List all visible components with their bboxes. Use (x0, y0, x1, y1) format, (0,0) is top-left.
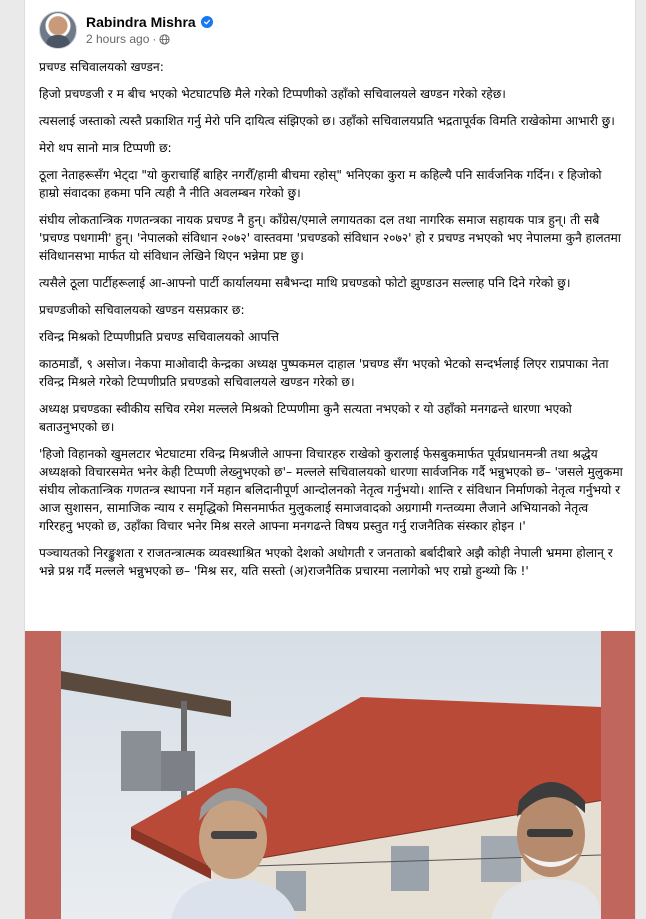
post-header (39, 10, 213, 50)
post-paragraph: अध्यक्ष प्रचण्डका स्वीकीय सचिव रमेश मल्लले मिश्रको टिप्पणीमा कुनै सत्यता नभएको र यो उहाँको मनगढन्ते धारणा भएको बताउनुभएको छ। (39, 402, 572, 434)
author-row (86, 14, 213, 30)
post-paragraph: संघीय लोकतान्त्रिक गणतन्त्रका नायक प्रचण्ड नै हुन्। काँग्रेस/एमाले लगायतका दल तथा नागरिक समाज सहायक पात्र हुन्। ती सबै 'प्रचण्ड पधगामी' हुन्। 'नेपालको संविधान २०७२' वास्तवमा 'प्रचण्डको संविधान २०७२' हो र प्रचण्ड नभएको भए नेपालमा कुनै हालतमा संविधानसभा मार्फत यो संविधान लेखिने थिएन भन्नेमा प्रष्ट छु। (39, 213, 621, 263)
post-paragraph: प्रचण्ड सचिवालयको खण्डन: (39, 60, 164, 74)
post-photo-frame (25, 631, 636, 919)
globe-icon[interactable] (159, 34, 170, 45)
post-paragraph: रविन्द्र मिश्रको टिप्पणीप्रति प्रचण्ड सचिवालयको आपत्ति (39, 330, 279, 344)
post-text (39, 58, 625, 589)
post-paragraph: पञ्चायतको निरङ्कुशता र राजतन्त्रात्मक व्यवस्थाश्रित भएको देशको अधोगती र जनताको बर्बादीबारे अझै कोही नेपाली भ्रममा होलान् र भन्ने प्रश्न गर्दै मल्लले भन्नुभएको छ– 'मिश्र सर, यति सस्तो (अ)राजनैतिक प्रचारमा नलागेको भए राम्रो हुन्थ्यो कि !' (39, 546, 613, 578)
post-paragraph: त्यसलाई जस्ताको त्यस्तै प्रकाशित गर्नु मेरो पनि दायित्व संझिएको छ। उहाँको सचिवालयप्रति भद्रतापूर्वक विमति राखेकोमा आभारी छु। (39, 114, 615, 128)
post-paragraph: मेरो थप सानो मात्र टिप्पणी छ: (39, 141, 172, 155)
meta-separator: · (152, 32, 157, 46)
post-paragraph: 'हिजो विहानको खुमलटार भेटघाटमा रविन्द्र मिश्रजीले आफ्ना विचारहरु राखेको कुरालाई फेसबुकमार्फत पूर्वप्रधानमन्त्री तथा श्रद्धेय अध्यक्षको विचारसमेत भनेर केही टिप्पणी लेख्नुभएको छ'– मल्लले सचिवालयको धारणा सार्वजनिक गर्दै भन्नुभएको छ– 'जसले मुलुकमा संघीय लोकतान्त्रिक गणतन्त्र स्थापना गर्ने महान बलिदानीपूर्ण आन्दोलनको नेतृत्व गर्नुभयो। शान्ति र संविधान निर्माणको नेतृत्व गर्नुभयो र आज सुशासन, सामाजिक न्याय र समृद्धिको मिसनमार्फत मुलुकलाई समाजवादको अग्रगामी गन्तव्यमा लैजाने अभियानको नेतृत्व गरिरहनु भएको छ, उहाँका विचार भनेर मिश्र सरले आफ्ना मनगढन्ते विषय प्रस्तुत गर्नु राजनैतिक संस्कार होइन ।' (39, 447, 623, 533)
author-name[interactable]: Rabindra Mishra (86, 14, 196, 30)
post-paragraph: त्यसैले ठूला पार्टीहरूलाई आ-आफ्नो पार्टी कार्यालयमा सबैभन्दा माथि प्रचण्डको फोटो झुण्डाउन सल्लाह पनि दिने गरेको छु। (39, 276, 571, 290)
post-paragraph: काठमाडौं, ९ असोज। नेकपा माओवादी केन्द्रका अध्यक्ष पुष्पकमल दाहाल 'प्रचण्ड सँग भएको भेटको सन्दर्भलाई लिएर राप्रपाका नेता रविन्द्र मिश्रले गरेको टिप्पणीप्रति प्रचण्डको सचिवालयले खण्डन गरेको छ। (39, 357, 609, 389)
verified-badge-icon (201, 16, 213, 28)
post-photo[interactable] (61, 631, 601, 919)
timestamp-row (86, 32, 213, 46)
post-timestamp[interactable]: 2 hours ago (86, 32, 150, 46)
avatar[interactable] (39, 11, 77, 49)
post-paragraph: प्रचण्डजीको सचिवालयको खण्डन यसप्रकार छ: (39, 303, 245, 317)
post-meta (86, 14, 213, 46)
post-paragraph: हिजो प्रचण्डजी र म बीच भएको भेटघाटपछि मैले गरेको टिप्पणीको उहाँको सचिवालयले खण्डन गरेको रहेछ। (39, 87, 506, 101)
post-card (24, 0, 636, 919)
post-paragraph: ठूला नेताहरूसँग भेट्दा "यो कुराचाहिँ बाहिर नगरौँ/हामी बीचमा रहोस्" भनिएका कुरा म कहिल्यै पनि सार्वजनिक गर्दिन। र हिजोको हाम्रो संवादका हकमा पनि त्यही नै नीति अवलम्बन गरेको छु। (39, 168, 602, 200)
